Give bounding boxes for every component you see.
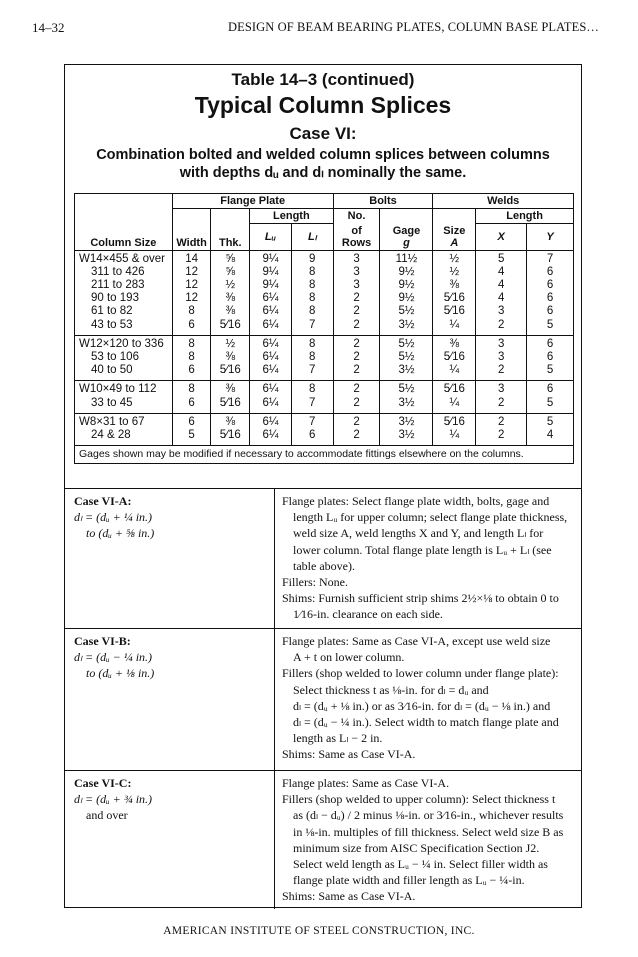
table-row xyxy=(75,413,574,445)
splice-table xyxy=(74,193,574,464)
header-lu: Lᵤ xyxy=(250,224,292,251)
case-paragraph: Fillers (shop welded to lower column under flange plate): Select thickness t as ⅛-in. for dₗ = dᵤ and dₗ = (dᵤ + ⅛ in.) or as 3⁄16-in. for dₗ = (dᵤ − ⅛ in.) and dₗ = (dᵤ − ¼ in.). Select width to match flange plate and length as Lₗ − 2 in. xyxy=(282,666,559,746)
case-paragraph: Flange plates: Same as Case VI-A, except use weld size A + t on lower column. xyxy=(282,634,551,665)
cell-y: 5 4 xyxy=(527,413,574,445)
case-vi-a-text xyxy=(282,493,578,623)
case-description-line-2: with depths dᵤ and dₗ nominally the same. xyxy=(179,165,467,181)
cell-thk: ⅜ 5⁄16 xyxy=(211,413,250,445)
case-vi-a xyxy=(64,488,582,629)
splice-table-body xyxy=(75,250,574,446)
cell-size: W8×31 to 67 24 & 28 xyxy=(75,413,173,445)
cell-width: 6 5 xyxy=(172,413,211,445)
cell-lu: 6¼ 6¼ xyxy=(250,413,292,445)
cell-y: 7 6 6 6 6 5 xyxy=(527,250,574,335)
header-of-rows: of Rows xyxy=(333,224,380,251)
case-vi-b-title: Case VI-B: xyxy=(74,634,131,648)
header-ll: Lₗ xyxy=(291,224,333,251)
cell-x: 3 2 xyxy=(476,381,527,413)
cell-lu: 6¼ 6¼ xyxy=(250,381,292,413)
cell-ll: 8 8 7 xyxy=(291,335,333,381)
case-paragraph: Fillers: None. xyxy=(282,575,348,590)
header-width: Width xyxy=(172,224,211,251)
running-title: DESIGN OF BEAM BEARING PLATES, COLUMN BASE PLATES… xyxy=(228,20,600,34)
header-x: X xyxy=(476,224,527,251)
case-paragraph: Shims: Same as Case VI-A. xyxy=(282,889,416,904)
cell-size: W12×120 to 336 53 to 106 40 to 50 xyxy=(75,335,173,381)
header-size: Size A xyxy=(433,224,476,251)
case-description-line-1: Combination bolted and welded column splices between columns xyxy=(96,147,550,163)
cell-gage: 11½ 9½ 9½ 9½ 5½ 3½ xyxy=(380,250,433,335)
table-title: Typical Column Splices xyxy=(194,92,452,118)
case-vi-c-title: Case VI-C: xyxy=(74,776,132,790)
header-thk: Thk. xyxy=(211,224,250,251)
case-paragraph: Shims: Same as Case VI-A. xyxy=(282,747,416,762)
cell-gage: 3½ 3½ xyxy=(380,413,433,445)
cell-ll: 8 7 xyxy=(291,381,333,413)
header-gage: Gage g xyxy=(380,224,433,251)
table-note: Gages shown may be modified if necessary to accommodate fittings elsewhere on the columns. xyxy=(75,446,574,464)
cell-gage: 5½ 3½ xyxy=(380,381,433,413)
case-vi-b-text xyxy=(282,633,578,763)
header-length: Length xyxy=(250,209,334,224)
cell-rows: 3 3 3 2 2 2 xyxy=(333,250,380,335)
case-vi-b-condition: Case VI-B: dₗ = (dᵤ − ¼ in.) to (dᵤ + ⅛ in.) xyxy=(74,634,155,680)
cell-x: 2 2 xyxy=(476,413,527,445)
cell-rows: 2 2 2 xyxy=(333,335,380,381)
cell-y: 6 5 xyxy=(527,381,574,413)
case-vi-c-condition: Case VI-C: dₗ = (dᵤ + ¾ in.) and over xyxy=(74,776,153,822)
cell-a: 5⁄16 ¼ xyxy=(433,413,476,445)
case-heading: Case VI: xyxy=(289,124,357,143)
header-column-size: Column Size xyxy=(75,224,173,251)
cell-y: 6 6 5 xyxy=(527,335,574,381)
cell-thk: ⅝ ⅝ ½ ⅜ ⅜ 5⁄16 xyxy=(211,250,250,335)
page-number: 14–32 xyxy=(32,20,65,35)
cell-rows: 2 2 xyxy=(333,413,380,445)
cell-x: 3 3 2 xyxy=(476,335,527,381)
cell-width: 14 12 12 12 8 6 xyxy=(172,250,211,335)
footer: AMERICAN INSTITUTE OF STEEL CONSTRUCTION, INC. xyxy=(163,925,475,937)
cell-width: 8 8 6 xyxy=(172,335,211,381)
header-weld-length: Length xyxy=(476,209,574,224)
case-vi-c-text xyxy=(282,775,578,905)
header-no: No. xyxy=(333,209,380,224)
cell-size: W14×455 & over 311 to 426 211 to 283 90 to 193 61 to 82 43 to 53 xyxy=(75,250,173,335)
cell-ll: 9 8 8 8 8 7 xyxy=(291,250,333,335)
case-vi-b xyxy=(64,628,582,771)
cell-size: W10×49 to 112 33 to 45 xyxy=(75,381,173,413)
cell-gage: 5½ 5½ 3½ xyxy=(380,335,433,381)
cell-thk: ½ ⅜ 5⁄16 xyxy=(211,335,250,381)
cell-rows: 2 2 xyxy=(333,381,380,413)
case-paragraph: Fillers (shop welded to upper column): Select thickness t as (dₗ − dᵤ) / 2 minus ⅛-in. or 3⁄16-in., whichever results in ⅛-in. multiples of fill thickness. Select weld size B as minimum size from AISC Specification Section J2. Select weld length as Lᵤ − ¼ in. Select filler width as flange plate width and filler length as Lᵤ − ¼-in. xyxy=(282,792,564,888)
cell-x: 5 4 4 4 3 2 xyxy=(476,250,527,335)
table-row xyxy=(75,381,574,413)
case-description xyxy=(64,146,582,182)
cell-lu: 6¼ 6¼ 6¼ xyxy=(250,335,292,381)
case-paragraph: Shims: Furnish sufficient strip shims 2½×⅛ to obtain 0 to 1⁄16-in. clearance on each side. xyxy=(282,591,559,622)
table-row xyxy=(75,335,574,381)
cell-a: ½ ½ ⅜ 5⁄16 5⁄16 ¼ xyxy=(433,250,476,335)
cell-a: 5⁄16 ¼ xyxy=(433,381,476,413)
header-blank xyxy=(75,194,173,209)
header-bolts: Bolts xyxy=(333,194,433,209)
cell-a: ⅜ 5⁄16 ¼ xyxy=(433,335,476,381)
cell-width: 8 6 xyxy=(172,381,211,413)
header-welds: Welds xyxy=(433,194,574,209)
cell-thk: ⅜ 5⁄16 xyxy=(211,381,250,413)
case-paragraph: Flange plates: Select flange plate width, bolts, gage and length Lᵤ for upper column; select flange plate thickness, weld size A, weld lengths X and Y, and length Lₗ for lower column. Total flange plate length is Lᵤ + Lₗ (see table above). xyxy=(282,494,568,573)
header-y: Y xyxy=(527,224,574,251)
case-paragraph: Flange plates: Same as Case VI-A. xyxy=(282,776,450,790)
header-flange-plate: Flange Plate xyxy=(172,194,333,209)
cell-lu: 9¼ 9¼ 9¼ 6¼ 6¼ 6¼ xyxy=(250,250,292,335)
table-row xyxy=(75,250,574,335)
case-vi-c xyxy=(64,770,582,909)
cell-ll: 7 6 xyxy=(291,413,333,445)
table-number: Table 14–3 (continued) xyxy=(231,70,415,89)
case-vi-a-title: Case VI-A: xyxy=(74,494,132,508)
case-vi-a-condition: Case VI-A: dₗ = (dᵤ + ¼ in.) to (dᵤ + ⅝ in.) xyxy=(74,494,155,540)
